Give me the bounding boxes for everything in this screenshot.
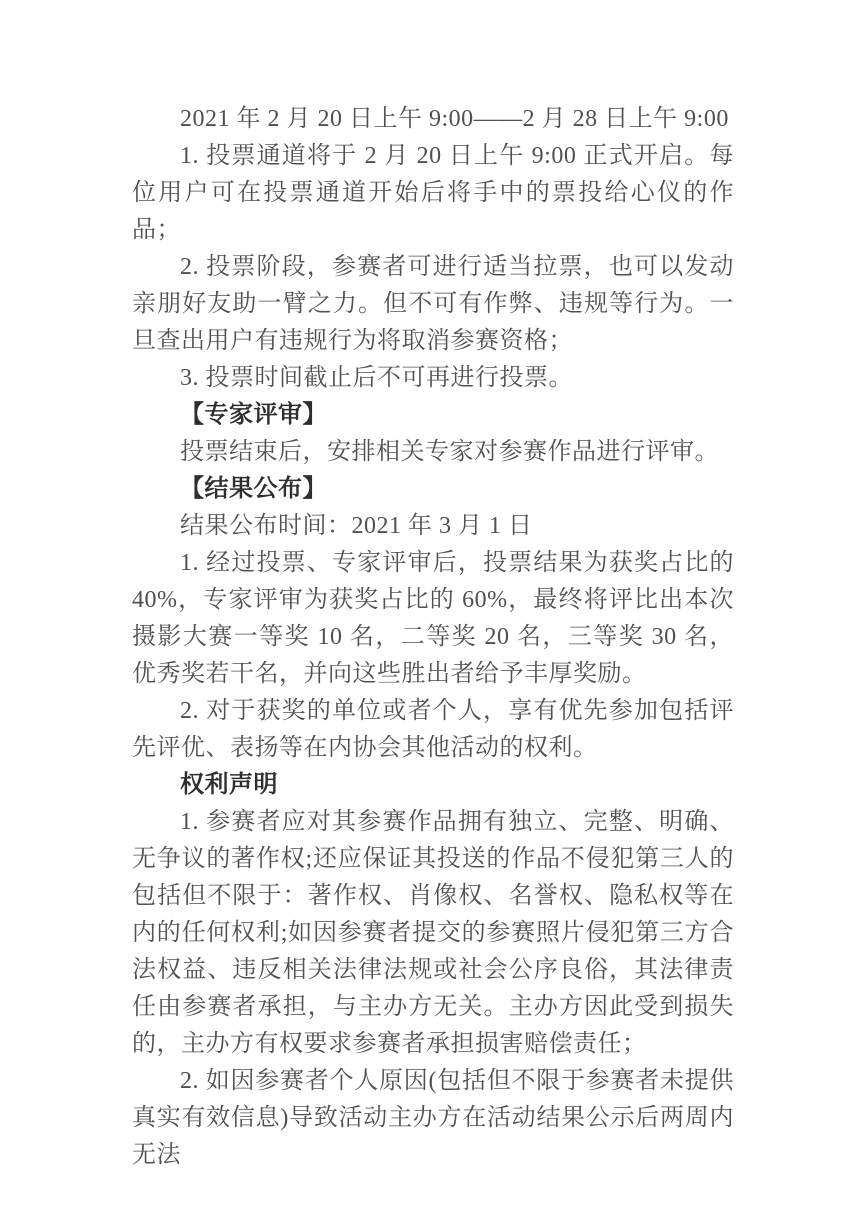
section-heading: 权利声明 — [180, 772, 278, 798]
paragraph: 1. 投票通道将于 2 月 20 日上午 9:00 正式开启。每位用户可在投票通道开始后将手中的票投给心仪的作品； — [132, 143, 734, 243]
paragraph: 1. 参赛者应对其参赛作品拥有独立、完整、明确、无争议的著作权;还应保证其投送的作品不侵犯第三人的包括但不限于：著作权、肖像权、名誉权、隐私权等在内的任何权利;如因参赛者提交的参赛照片侵犯第三方合法权益、违反相关法律法规或社会公序良俗，其法律责任由参赛者承担，与主办方无关。主办方因此受到损失的，主办方有权要求参赛者承担损害赔偿责任； — [132, 809, 734, 1057]
paragraph: 1. 经过投票、专家评审后，投票结果为获奖占比的 40%，专家评审为获奖占比的 60%，最终将评比出本次摄影大赛一等奖 10 名，二等奖 20 名，三等奖 30 名，优秀奖若干名，并向这些胜出者给予丰厚奖励。 — [132, 550, 734, 687]
document-body — [132, 101, 734, 1174]
section-heading: 【专家评审】 — [180, 402, 327, 428]
paragraph: 3. 投票时间截止后不可再进行投票。 — [180, 365, 573, 391]
paragraph: 结果公布时间：2021 年 3 月 1 日 — [180, 513, 533, 539]
paragraph: 2021 年 2 月 20 日上午 9:00——2 月 28 日上午 9:00 — [180, 106, 729, 132]
section-heading: 【结果公布】 — [180, 476, 327, 502]
paragraph: 投票结束后，安排相关专家对参赛作品进行评审。 — [180, 439, 719, 465]
paragraph: 2. 如因参赛者个人原因(包括但不限于参赛者未提供真实有效信息)导致活动主办方在活动结果公示后两周内无法 — [132, 1068, 734, 1168]
paragraph: 2. 投票阶段，参赛者可进行适当拉票，也可以发动亲朋好友助一臂之力。但不可有作弊、违规等行为。一旦查出用户有违规行为将取消参赛资格； — [132, 254, 734, 354]
paragraph: 2. 对于获奖的单位或者个人，享有优先参加包括评先评优、表扬等在内协会其他活动的权利。 — [132, 698, 734, 761]
